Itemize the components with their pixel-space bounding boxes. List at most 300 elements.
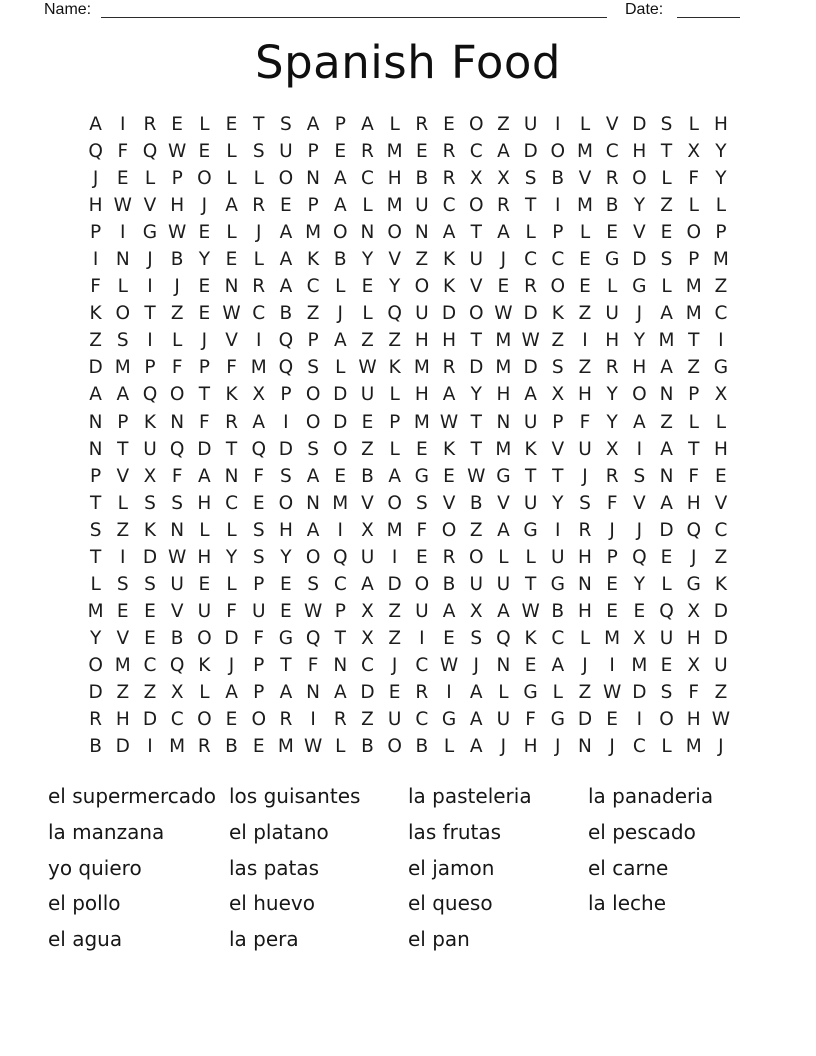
grid-letter: J xyxy=(609,736,615,758)
grid-letter: W xyxy=(494,303,513,325)
grid-letter: H xyxy=(578,600,592,622)
grid-letter: G xyxy=(441,709,457,731)
grid-letter: Y xyxy=(633,573,645,595)
grid-letter: A xyxy=(279,222,293,244)
grid-letter: L xyxy=(172,330,183,352)
grid-letter: A xyxy=(469,709,483,731)
grid-letter: I xyxy=(120,114,126,136)
grid-letter: S xyxy=(524,168,537,190)
grid-letter: J xyxy=(582,654,588,676)
grid-letter: W xyxy=(168,222,187,244)
grid-letter: H xyxy=(605,330,620,352)
grid-letter: L xyxy=(579,222,591,244)
grid-letter: I xyxy=(147,330,153,352)
grid-letter: P xyxy=(307,330,319,352)
grid-letter: L xyxy=(389,384,400,406)
word-list-item: la manzana xyxy=(48,819,165,844)
grid-letter: R xyxy=(524,276,538,298)
grid-letter: S xyxy=(470,627,483,649)
grid-letter: A xyxy=(660,357,673,379)
word-list-item: el agua xyxy=(48,927,123,952)
grid-letter: N xyxy=(224,465,239,487)
grid-letter: R xyxy=(605,465,619,487)
grid-letter: P xyxy=(253,654,265,676)
grid-letter: N xyxy=(88,438,103,460)
grid-letter: O xyxy=(468,303,484,325)
grid-letter: B xyxy=(415,168,429,190)
grid-letter: L xyxy=(443,736,455,758)
grid-letter: P xyxy=(280,384,292,406)
grid-letter: X xyxy=(469,600,483,622)
grid-letter: V xyxy=(116,465,130,487)
grid-letter: W xyxy=(303,736,323,758)
grid-letter: I xyxy=(446,682,452,703)
word-list-item: el pescado xyxy=(588,819,696,844)
grid-letter: Z xyxy=(388,330,401,352)
grid-letter: E xyxy=(579,276,591,298)
grid-letter: Z xyxy=(714,682,728,703)
grid-letter: O xyxy=(197,168,212,190)
grid-letter: K xyxy=(307,249,320,271)
grid-letter: H xyxy=(278,519,293,541)
grid-letter: Z xyxy=(116,682,130,703)
grid-letter: R xyxy=(361,141,374,163)
word-list-item: los guisantes xyxy=(229,784,361,808)
grid-letter: W xyxy=(711,709,731,731)
grid-letter: A xyxy=(116,384,130,406)
grid-letter: T xyxy=(552,465,564,487)
date-label: Date: xyxy=(625,1,664,18)
grid-letter: L xyxy=(661,573,672,595)
grid-letter: T xyxy=(117,438,129,460)
grid-letter: A xyxy=(89,114,102,136)
grid-letter: J xyxy=(690,546,697,568)
grid-letter: H xyxy=(713,438,728,460)
word-list-item: el carne xyxy=(588,855,669,880)
grid-letter: Q xyxy=(169,438,185,460)
grid-letter: P xyxy=(171,168,183,190)
word-list-item: el pollo xyxy=(48,891,121,916)
grid-letter: E xyxy=(198,222,211,244)
grid-letter: L xyxy=(335,736,346,758)
grid-letter: J xyxy=(174,276,180,298)
grid-letter: N xyxy=(360,222,375,244)
grid-letter: C xyxy=(442,195,456,217)
grid-letter: U xyxy=(523,492,538,514)
grid-letter: K xyxy=(388,357,401,379)
grid-letter: R xyxy=(333,709,347,731)
grid-letter: O xyxy=(305,411,321,433)
grid-letter: L xyxy=(362,303,373,325)
grid-letter: D xyxy=(387,573,402,595)
grid-letter: X xyxy=(361,600,374,622)
grid-letter: L xyxy=(715,411,727,433)
grid-letter: A xyxy=(333,195,347,217)
grid-letter: O xyxy=(632,168,647,190)
grid-letter: R xyxy=(225,411,238,433)
grid-letter: T xyxy=(470,222,482,244)
grid-letter: A xyxy=(497,519,510,541)
grid-letter: U xyxy=(659,627,674,649)
grid-letter: B xyxy=(551,600,565,622)
grid-letter: E xyxy=(144,600,156,622)
grid-letter: P xyxy=(389,411,401,433)
grid-letter: B xyxy=(333,249,347,271)
grid-letter: A xyxy=(469,682,483,703)
grid-letter: G xyxy=(686,573,701,595)
grid-letter: L xyxy=(117,276,128,298)
grid-letter: R xyxy=(442,546,456,568)
grid-letter: H xyxy=(523,736,538,758)
grid-letter: H xyxy=(632,357,647,379)
grid-letter: J xyxy=(391,654,398,676)
grid-letter: I xyxy=(147,736,153,758)
grid-letter: C xyxy=(551,249,565,271)
grid-letter: U xyxy=(578,438,592,460)
grid-letter: S xyxy=(633,465,646,487)
grid-letter: G xyxy=(713,357,729,379)
grid-letter: G xyxy=(496,465,511,487)
grid-letter: W xyxy=(358,357,377,379)
grid-letter: L xyxy=(199,114,210,136)
grid-letter: T xyxy=(198,384,210,406)
grid-letter: X xyxy=(252,384,266,406)
grid-letter: F xyxy=(579,411,591,433)
grid-letter: M xyxy=(169,736,186,758)
grid-letter: V xyxy=(225,330,238,352)
grid-letter: X xyxy=(143,465,157,487)
grid-letter: A xyxy=(252,411,266,433)
grid-letter: S xyxy=(280,465,292,487)
grid-letter: U xyxy=(469,573,483,595)
grid-letter: M xyxy=(576,141,593,163)
grid-letter: Z xyxy=(89,330,102,352)
grid-letter: O xyxy=(278,168,294,190)
word-list-item: el huevo xyxy=(229,891,315,916)
grid-letter: Z xyxy=(361,438,374,460)
grid-letter: D xyxy=(278,438,294,460)
grid-letter: O xyxy=(169,384,185,406)
grid-letter: K xyxy=(89,303,102,325)
grid-letter: O xyxy=(414,573,430,595)
grid-letter: A xyxy=(333,682,347,703)
grid-letter: L xyxy=(389,438,400,460)
grid-letter: C xyxy=(252,303,266,325)
grid-letter: P xyxy=(334,114,346,136)
grid-letter: Y xyxy=(280,546,292,568)
grid-letter: S xyxy=(660,249,673,271)
grid-letter: Z xyxy=(660,411,673,433)
grid-letter: Z xyxy=(551,330,565,352)
grid-letter: V xyxy=(633,222,646,244)
grid-letter: A xyxy=(442,600,456,622)
grid-letter: E xyxy=(660,654,673,676)
grid-letter: S xyxy=(252,141,265,163)
grid-letter: T xyxy=(334,627,346,649)
grid-letter: H xyxy=(170,195,185,217)
grid-letter: V xyxy=(143,195,157,217)
grid-letter: E xyxy=(144,627,156,649)
grid-letter: O xyxy=(414,276,430,298)
grid-letter: T xyxy=(89,492,102,514)
grid-letter: X xyxy=(714,384,728,406)
grid-letter: N xyxy=(414,222,429,244)
grid-letter: D xyxy=(333,411,348,433)
grid-letter: E xyxy=(715,465,727,487)
grid-letter: Q xyxy=(387,303,402,325)
grid-letter: A xyxy=(660,438,673,460)
grid-letter: L xyxy=(226,168,237,190)
grid-letter: I xyxy=(555,195,561,217)
grid-letter: T xyxy=(524,573,537,595)
grid-letter: C xyxy=(551,627,565,649)
grid-letter: X xyxy=(687,141,701,163)
word-list-column xyxy=(588,779,713,922)
grid-letter: D xyxy=(577,709,593,731)
grid-letter: Z xyxy=(714,546,728,568)
grid-letter: N xyxy=(333,654,348,676)
grid-letter: Y xyxy=(715,168,727,190)
grid-letter: H xyxy=(496,384,511,406)
grid-letter: A xyxy=(306,519,320,541)
grid-letter: O xyxy=(468,114,484,136)
grid-letter: R xyxy=(89,709,103,731)
grid-letter: R xyxy=(252,276,266,298)
grid-letter: S xyxy=(144,573,156,595)
grid-letter: C xyxy=(469,141,483,163)
grid-letter: E xyxy=(225,114,238,136)
grid-letter: I xyxy=(636,709,643,731)
grid-letter: Y xyxy=(198,249,210,271)
grid-letter: Z xyxy=(388,600,401,622)
grid-letter: M xyxy=(712,249,729,271)
grid-letter: A xyxy=(660,303,673,325)
grid-letter: U xyxy=(523,411,538,433)
grid-letter: H xyxy=(686,627,701,649)
grid-letter: Y xyxy=(89,627,102,649)
grid-letter: J xyxy=(500,736,507,758)
grid-letter: R xyxy=(442,141,456,163)
grid-letter: E xyxy=(497,276,510,298)
grid-letter: D xyxy=(523,357,538,379)
grid-letter: N xyxy=(578,573,592,595)
grid-letter: O xyxy=(632,384,647,406)
grid-letter: Y xyxy=(552,492,564,514)
grid-letter: S xyxy=(252,519,265,541)
grid-letter: F xyxy=(525,709,536,731)
grid-letter: F xyxy=(606,492,618,514)
grid-letter: O xyxy=(305,384,321,406)
grid-letter: S xyxy=(116,573,129,595)
grid-letter: R xyxy=(442,357,456,379)
grid-letter: W xyxy=(439,411,459,433)
grid-letter: X xyxy=(361,519,374,541)
grid-letter: Q xyxy=(251,438,266,460)
grid-letter: U xyxy=(415,600,429,622)
grid-letter: W xyxy=(168,546,187,568)
grid-letter: Q xyxy=(496,627,511,649)
grid-letter: M xyxy=(658,330,675,352)
grid-letter: E xyxy=(606,573,618,595)
grid-letter: W xyxy=(222,303,241,325)
grid-letter: F xyxy=(117,141,129,163)
grid-letter: Q xyxy=(659,600,674,622)
grid-letter: N xyxy=(306,682,321,703)
grid-letter: E xyxy=(198,573,211,595)
grid-letter: Z xyxy=(143,682,157,703)
grid-letter: D xyxy=(469,357,484,379)
grid-letter: U xyxy=(415,195,429,217)
grid-letter: H xyxy=(686,492,701,514)
grid-letter: D xyxy=(523,303,538,325)
grid-letter: J xyxy=(636,303,643,325)
grid-letter: H xyxy=(442,330,456,352)
grid-letter: I xyxy=(120,546,126,568)
grid-letter: Q xyxy=(88,141,103,163)
grid-letter: I xyxy=(391,546,398,568)
grid-letter: L xyxy=(253,168,264,190)
grid-letter: P xyxy=(688,249,700,271)
grid-letter: E xyxy=(606,709,618,731)
grid-letter: S xyxy=(551,357,564,379)
grid-letter: L xyxy=(688,195,699,217)
grid-letter: O xyxy=(305,546,321,568)
grid-letter: O xyxy=(659,709,674,731)
grid-letter: A xyxy=(442,384,456,406)
grid-letter: D xyxy=(88,682,103,703)
grid-letter: M xyxy=(631,654,648,676)
grid-letter: L xyxy=(661,276,672,298)
grid-letter: R xyxy=(279,709,293,731)
grid-letter: S xyxy=(660,114,673,136)
grid-letter: R xyxy=(252,195,266,217)
word-list-column xyxy=(229,779,360,958)
grid-letter: E xyxy=(443,627,455,649)
grid-letter: E xyxy=(633,600,646,622)
grid-letter: L xyxy=(335,357,346,379)
grid-letter: A xyxy=(306,465,320,487)
grid-letter: I xyxy=(555,519,561,541)
grid-letter: M xyxy=(386,195,403,217)
grid-letter: U xyxy=(415,303,429,325)
word-list-item: la panaderia xyxy=(588,784,714,808)
grid-letter: V xyxy=(442,492,456,514)
grid-letter: F xyxy=(416,519,428,541)
grid-letter: A xyxy=(198,465,211,487)
grid-letter: Y xyxy=(633,330,645,352)
word-list-item: el supermercado xyxy=(48,784,216,808)
grid-letter: V xyxy=(605,114,619,136)
grid-letter: W xyxy=(168,141,187,163)
grid-letter: U xyxy=(469,249,483,271)
grid-letter: J xyxy=(582,465,588,487)
grid-letter: P xyxy=(144,357,156,379)
grid-letter: R xyxy=(605,168,619,190)
grid-letter: A xyxy=(497,141,510,163)
grid-letter: M xyxy=(413,357,430,379)
grid-letter: A xyxy=(279,276,293,298)
grid-letter: P xyxy=(307,195,319,217)
grid-letter: U xyxy=(523,114,538,136)
grid-letter: K xyxy=(551,303,564,325)
grid-letter: O xyxy=(468,195,484,217)
grid-letter: A xyxy=(333,330,347,352)
grid-letter: L xyxy=(688,114,699,136)
grid-letter: P xyxy=(90,465,102,487)
grid-letter: O xyxy=(387,736,402,758)
grid-letter: E xyxy=(225,249,238,271)
grid-letter: E xyxy=(198,276,211,298)
grid-letter: O xyxy=(468,546,484,568)
grid-letter: U xyxy=(360,384,375,406)
grid-letter: Y xyxy=(389,276,401,298)
grid-letter: E xyxy=(252,736,265,758)
grid-letter: M xyxy=(332,492,349,514)
grid-letter: B xyxy=(361,736,374,758)
grid-letter: L xyxy=(362,195,373,217)
grid-letter: G xyxy=(550,573,565,595)
grid-letter: P xyxy=(198,357,210,379)
grid-letter: E xyxy=(524,654,537,676)
grid-letter: D xyxy=(88,357,103,379)
grid-letter: E xyxy=(280,573,292,595)
grid-letter: Z xyxy=(388,627,401,649)
grid-letter: D xyxy=(115,736,130,758)
grid-letter: R xyxy=(578,519,592,541)
grid-letter: D xyxy=(632,682,647,703)
word-list-item: la pasteleria xyxy=(408,784,532,808)
grid-letter: N xyxy=(115,249,130,271)
grid-letter: T xyxy=(89,546,102,568)
grid-letter: V xyxy=(469,276,483,298)
grid-letter: B xyxy=(605,195,619,217)
grid-letter: J xyxy=(718,736,724,758)
grid-letter: M xyxy=(495,330,512,352)
grid-letter: H xyxy=(414,384,429,406)
grid-letter: E xyxy=(579,249,591,271)
grid-letter: C xyxy=(415,654,429,676)
grid-letter: X xyxy=(633,627,646,649)
grid-letter: V xyxy=(497,492,510,514)
grid-letter: J xyxy=(255,222,262,244)
grid-letter: Z xyxy=(578,357,592,379)
grid-letter: P xyxy=(90,222,102,244)
grid-letter: H xyxy=(578,546,592,568)
grid-letter: E xyxy=(116,600,129,622)
grid-letter: L xyxy=(525,222,536,244)
grid-letter: T xyxy=(225,438,238,460)
grid-letter: K xyxy=(143,519,157,541)
grid-letter: T xyxy=(524,195,537,217)
grid-letter: C xyxy=(524,249,538,271)
grid-letter: P xyxy=(334,600,346,622)
grid-letter: L xyxy=(498,682,509,703)
grid-letter: K xyxy=(442,249,456,271)
grid-letter: R xyxy=(415,682,429,703)
grid-letter: S xyxy=(252,546,265,568)
grid-letter: R xyxy=(496,195,510,217)
grid-letter: P xyxy=(253,682,265,703)
grid-letter: A xyxy=(361,114,374,136)
grid-letter: G xyxy=(278,627,294,649)
grid-letter: S xyxy=(307,357,319,379)
grid-letter: L xyxy=(607,276,618,298)
grid-letter: I xyxy=(555,114,561,136)
grid-letter: O xyxy=(333,222,348,244)
grid-letter: H xyxy=(88,195,103,217)
grid-letter: S xyxy=(116,330,129,352)
grid-letter: I xyxy=(419,627,425,649)
